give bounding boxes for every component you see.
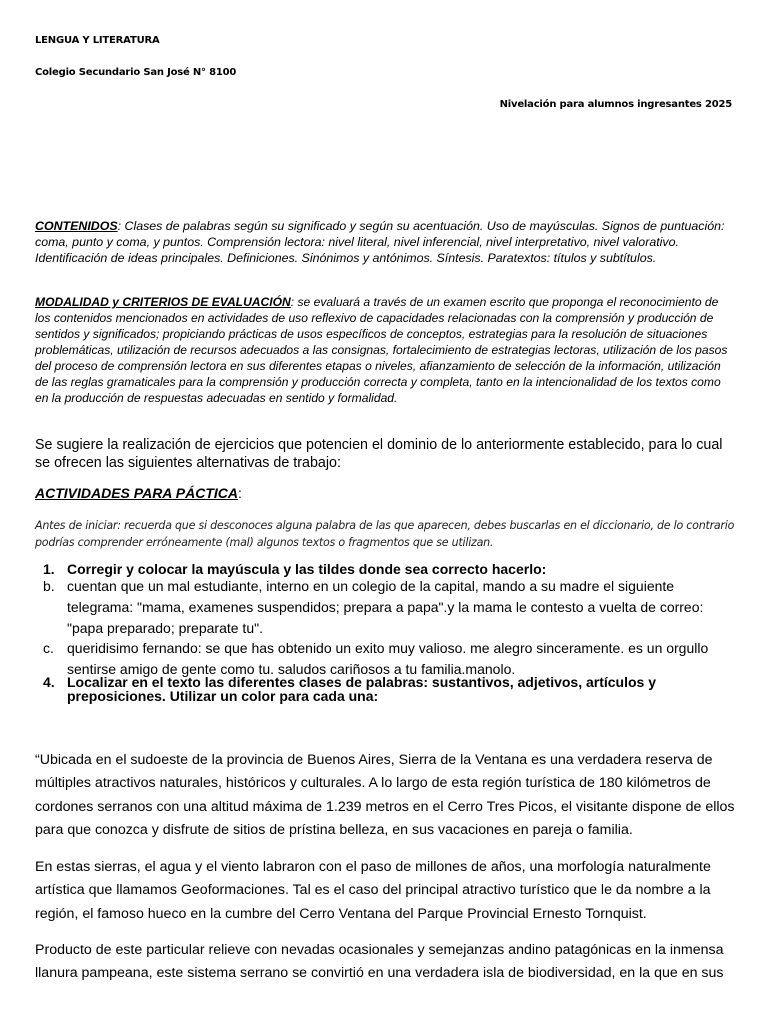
antes-note: Antes de iniciar: recuerda que si desconoces alguna palabra de las que aparecen, debes buscarlas en el diccionario, de lo contrario podrías comprender erróneamente (mal) algunos textos o fragmentos que se utilizan. — [35, 519, 735, 549]
actividades-heading — [35, 485, 242, 501]
subject-header: LENGUA Y LITERATURA — [35, 35, 160, 46]
modalidad-section — [35, 294, 735, 406]
modalidad-label: MODALIDAD y CRITERIOS DE EVALUACIÓN — [35, 295, 291, 309]
list-item — [35, 576, 735, 639]
list-item-text: Corregir y colocar la mayúscula y las tildes donde sea correcto hacerlo: — [67, 561, 547, 577]
level-header: Nivelación para alumnos ingresantes 2025 — [499, 99, 732, 110]
list-item-text: cuentan que un mal estudiante, interno en un colegio de la capital, mando a su madre el siguiente telegrama: "mama, examenes suspendidos; prepara a papa".y la mama le contesto a vuelta de correo: "papa preparado; preparate tu". — [67, 578, 704, 636]
school-header: Colegio Secundario San José N° 8100 — [35, 67, 237, 78]
contenidos-label: CONTENIDOS — [35, 219, 118, 233]
list-marker: 1. — [43, 561, 55, 577]
list-marker: b. — [43, 578, 55, 594]
text-paragraph: “Ubicada en el sudoeste de la provincia de Buenos Aires, Sierra de la Ventana es una verdadera reserva de múltiples atractivos naturales, históricos y culturales. A lo largo de esta región turística de 180 kilómetros de cordones serranos con una altitud máxima de 1.239 metros en el Cerro Tres Picos, el visitante dispone de ellos para que conozca y disfrute de sitios de prístina belleza, en sus vacaciones en pareja o familia. — [35, 752, 735, 839]
actividades-title: ACTIVIDADES PARA PÁCTICA — [35, 485, 239, 501]
modalidad-text: : se evaluará a través de un examen escrito que proponga el reconocimiento de los contenidos mencionados en actividades de uso reflexivo de capacidades relacionadas con la comprensión y producción de sentidos y significados; propiciando prácticas de usos específicos de conceptos, estrategias para la resolución de situaciones problemáticas, utilización de recursos adecuados a las consignas, fortalecimiento de estrategias lectoras, utilización de los pasos del proceso de comprensión lectora en sus diferentes etapas o niveles, afianzamiento de selección de la información, utilización de las reglas gramaticales para la comprensión y producción correcta y completa, tanto en la intencionalidad de los textos como en la producción de respuestas adecuadas en sentido y formalidad. — [35, 295, 728, 405]
text-paragraph: Producto de este particular relieve con nevadas ocasionales y semejanzas andino patagónicas en la inmensa llanura pampeana, este sistema serrano se convirtió en una verdadera isla de biodiversidad, en la que en sus — [35, 942, 724, 982]
list-item-text: Localizar en el texto las diferentes clases de palabras: sustantivos, adjetivos, artículos y preposiciones. Utilizar un color para cada una: — [67, 674, 657, 704]
contenidos-section — [35, 218, 735, 266]
list-item-text: queridisimo fernando: se que has obtenido un exito muy valioso. me alegro sinceramente. es un orgullo sentirse amigo de gente como tu. saludos cariñosos a tu familia.manolo. — [67, 640, 709, 677]
contenidos-text: : Clases de palabras según su significado y según su acentuación. Uso de mayúsculas. Signos de puntuación: coma, punto y coma, y puntos. Comprensión lectora: nivel literal, nivel inferencial, nivel interpretativo, nivel valorativo. Identificación de ideas principales. Definiciones. Sinónimos y antónimos. Síntesis. Paratextos: títulos y subtítulos. — [35, 219, 725, 265]
text-paragraph: En estas sierras, el agua y el viento labraron con el paso de millones de años, una morfología naturalmente artística que llamamos Geoformaciones. Tal es el caso del principal atractivo turístico que le da nombre a la región, el famoso hueco en la cumbre del Cerro Ventana del Parque Provincial Ernesto Tornquist. — [35, 859, 711, 922]
actividades-colon: : — [238, 485, 242, 501]
list-marker: c. — [43, 640, 54, 656]
sugiere-paragraph: Se sugiere la realización de ejercicios que potencien el dominio de lo anteriormente establecido, para lo cual se ofrecen las siguientes alternativas de trabajo: — [35, 437, 723, 471]
list-item — [35, 675, 735, 703]
list-marker: 4. — [43, 674, 55, 690]
